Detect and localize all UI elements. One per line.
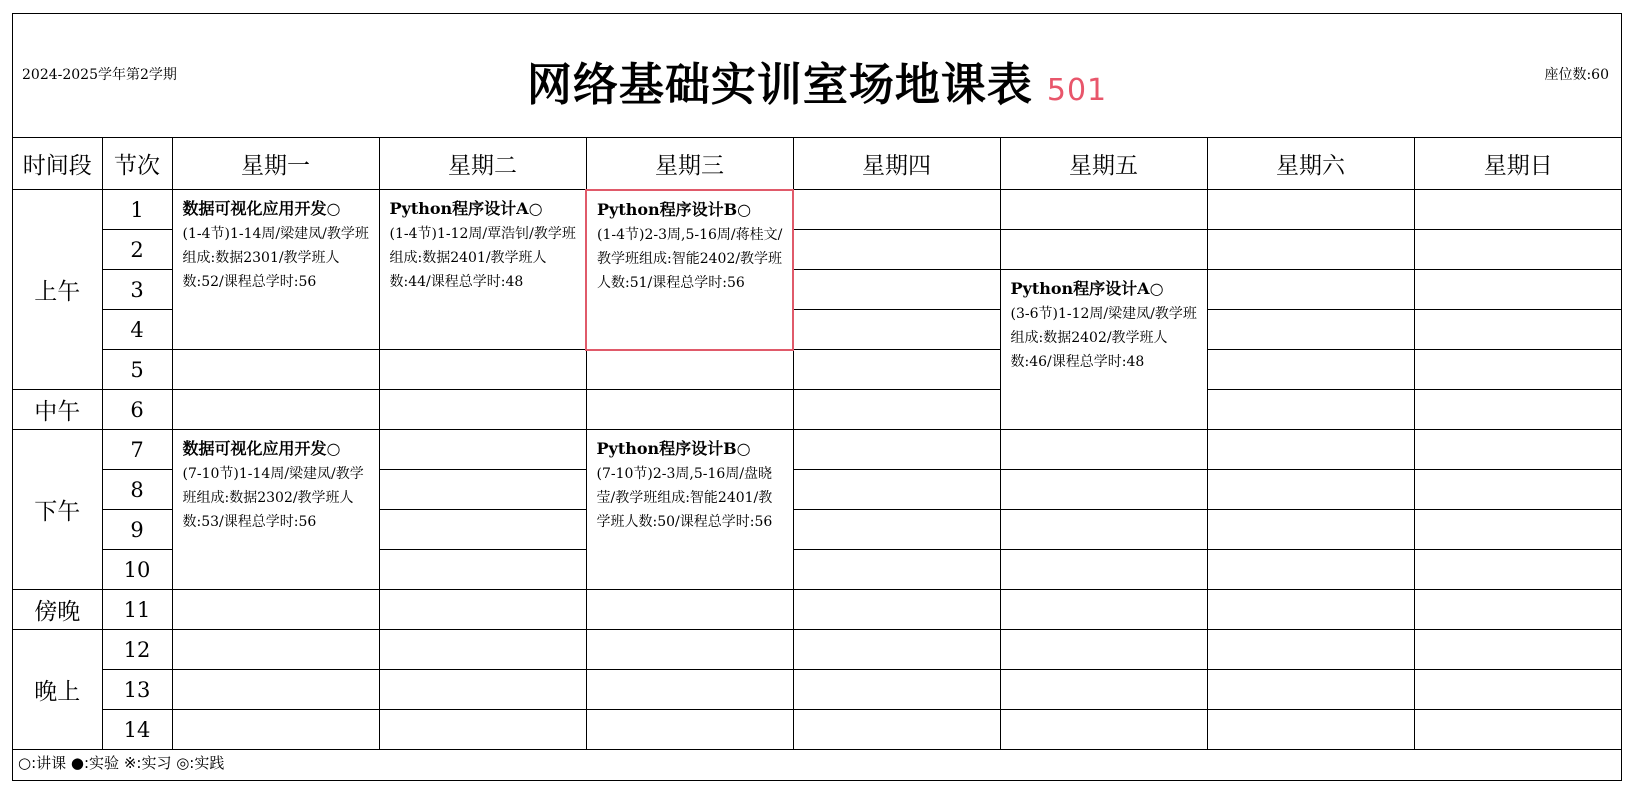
period-evening: 晚上 xyxy=(13,630,102,750)
empty-cell[interactable] xyxy=(793,710,1000,750)
empty-cell[interactable] xyxy=(1414,510,1622,550)
empty-cell[interactable] xyxy=(793,550,1000,590)
empty-cell[interactable] xyxy=(1414,310,1622,350)
empty-cell[interactable] xyxy=(379,390,586,430)
period-morning: 上午 xyxy=(13,190,102,390)
period-noon: 中午 xyxy=(13,390,102,430)
column-header-sunday: 星期日 xyxy=(1414,138,1622,190)
empty-cell[interactable] xyxy=(1000,230,1207,270)
empty-cell[interactable] xyxy=(586,350,793,390)
empty-cell[interactable] xyxy=(793,470,1000,510)
empty-cell[interactable] xyxy=(1414,350,1622,390)
schedule-table xyxy=(13,137,1622,750)
empty-cell[interactable] xyxy=(1207,710,1414,750)
session-number: 10 xyxy=(102,550,172,590)
course-cell-monday-morning[interactable] xyxy=(172,190,379,350)
empty-cell[interactable] xyxy=(793,230,1000,270)
empty-cell[interactable] xyxy=(379,670,586,710)
legend: ○:讲课 ●:实验 ※:实习 ◎:实践 xyxy=(18,754,225,772)
course-name: Python程序设计B○ xyxy=(597,199,752,219)
empty-cell[interactable] xyxy=(1414,270,1622,310)
empty-cell[interactable] xyxy=(172,390,379,430)
header-row xyxy=(13,138,1622,190)
empty-cell[interactable] xyxy=(793,430,1000,470)
table-row xyxy=(13,590,1622,630)
empty-cell[interactable] xyxy=(1000,670,1207,710)
empty-cell[interactable] xyxy=(1414,430,1622,470)
table-row xyxy=(13,190,1622,230)
empty-cell[interactable] xyxy=(1207,430,1414,470)
empty-cell[interactable] xyxy=(1207,270,1414,310)
empty-cell[interactable] xyxy=(1000,710,1207,750)
session-number: 6 xyxy=(102,390,172,430)
empty-cell[interactable] xyxy=(1414,190,1622,230)
table-row xyxy=(13,670,1622,710)
session-number: 8 xyxy=(102,470,172,510)
empty-cell[interactable] xyxy=(1414,710,1622,750)
empty-cell[interactable] xyxy=(586,630,793,670)
course-name: Python程序设计A○ xyxy=(1010,279,1164,298)
column-header-wednesday: 星期三 xyxy=(586,138,793,190)
course-cell-monday-afternoon[interactable] xyxy=(172,430,379,590)
room-number: 501 xyxy=(1046,73,1108,108)
empty-cell[interactable] xyxy=(1000,630,1207,670)
column-header-thursday: 星期四 xyxy=(793,138,1000,190)
session-number: 9 xyxy=(102,510,172,550)
empty-cell[interactable] xyxy=(1207,630,1414,670)
course-detail: (3-6节)1-12周/梁建凤/教学班组成:数据2402/教学班人数:46/课程总学时:48 xyxy=(1010,306,1197,370)
period-afternoon: 下午 xyxy=(13,430,102,590)
table-row xyxy=(13,430,1622,470)
empty-cell[interactable] xyxy=(586,710,793,750)
empty-cell[interactable] xyxy=(172,670,379,710)
session-number: 5 xyxy=(102,350,172,390)
empty-cell[interactable] xyxy=(1414,390,1622,430)
empty-cell[interactable] xyxy=(379,550,586,590)
empty-cell[interactable] xyxy=(172,350,379,390)
empty-cell[interactable] xyxy=(379,430,586,470)
empty-cell[interactable] xyxy=(1414,550,1622,590)
course-cell-wednesday-afternoon[interactable] xyxy=(586,430,793,590)
empty-cell[interactable] xyxy=(379,630,586,670)
empty-cell[interactable] xyxy=(793,630,1000,670)
empty-cell[interactable] xyxy=(1414,230,1622,270)
course-name: 数据可视化应用开发○ xyxy=(182,199,341,218)
course-name: Python程序设计A○ xyxy=(389,199,543,218)
column-header-period: 时间段 xyxy=(13,138,102,190)
empty-cell[interactable] xyxy=(793,590,1000,630)
semester-label: 2024-2025学年第2学期 xyxy=(22,67,177,83)
title-text: 网络基础实训室场地课表 xyxy=(526,58,1033,111)
empty-cell[interactable] xyxy=(1000,510,1207,550)
session-number: 1 xyxy=(102,190,172,230)
empty-cell[interactable] xyxy=(1207,350,1414,390)
empty-cell[interactable] xyxy=(793,670,1000,710)
table-row xyxy=(13,390,1622,430)
empty-cell[interactable] xyxy=(379,470,586,510)
session-number: 2 xyxy=(102,230,172,270)
seat-count: 座位数:60 xyxy=(1544,67,1609,83)
empty-cell[interactable] xyxy=(1414,630,1622,670)
empty-cell[interactable] xyxy=(793,350,1000,390)
table-row xyxy=(13,630,1622,670)
empty-cell[interactable] xyxy=(379,350,586,390)
course-detail: (1-4节)1-14周/梁建凤/教学班组成:数据2301/教学班人数:52/课程总学时:56 xyxy=(182,226,369,290)
empty-cell[interactable] xyxy=(379,590,586,630)
empty-cell[interactable] xyxy=(1207,390,1414,430)
course-detail: (1-4节)2-3周,5-16周/蒋桂文/教学班组成:智能2402/教学班人数:51/课程总学时:56 xyxy=(597,226,783,291)
empty-cell[interactable] xyxy=(793,510,1000,550)
empty-cell[interactable] xyxy=(172,710,379,750)
empty-cell[interactable] xyxy=(1414,590,1622,630)
empty-cell[interactable] xyxy=(586,390,793,430)
empty-cell[interactable] xyxy=(1207,190,1414,230)
session-number: 12 xyxy=(102,630,172,670)
empty-cell[interactable] xyxy=(1207,310,1414,350)
empty-cell[interactable] xyxy=(793,270,1000,310)
empty-cell[interactable] xyxy=(1414,670,1622,710)
table-row xyxy=(13,710,1622,750)
empty-cell[interactable] xyxy=(379,510,586,550)
empty-cell[interactable] xyxy=(172,630,379,670)
column-header-tuesday: 星期二 xyxy=(379,138,586,190)
empty-cell[interactable] xyxy=(1207,550,1414,590)
session-number: 13 xyxy=(102,670,172,710)
empty-cell[interactable] xyxy=(586,590,793,630)
empty-cell[interactable] xyxy=(1000,590,1207,630)
course-detail: (7-10节)1-14周/梁建凤/教学班组成:数据2302/教学班人数:53/课程总学时:56 xyxy=(182,466,364,530)
table-row xyxy=(13,350,1622,390)
course-cell-friday-morning[interactable] xyxy=(1000,270,1207,430)
session-number: 7 xyxy=(102,430,172,470)
title-bar xyxy=(13,14,1621,138)
session-number: 11 xyxy=(102,590,172,630)
column-header-session: 节次 xyxy=(102,138,172,190)
empty-cell[interactable] xyxy=(793,310,1000,350)
course-detail: (1-4节)1-12周/覃浩钊/教学班组成:数据2401/教学班人数:44/课程总学时:48 xyxy=(389,226,576,290)
timetable-sheet xyxy=(12,13,1622,781)
period-dusk: 傍晚 xyxy=(13,590,102,630)
course-name: 数据可视化应用开发○ xyxy=(182,439,341,458)
empty-cell[interactable] xyxy=(1207,510,1414,550)
course-name: Python程序设计B○ xyxy=(596,439,751,458)
empty-cell[interactable] xyxy=(793,190,1000,230)
column-header-saturday: 星期六 xyxy=(1207,138,1414,190)
column-header-monday: 星期一 xyxy=(172,138,379,190)
page-title xyxy=(13,48,1621,113)
session-number: 4 xyxy=(102,310,172,350)
empty-cell[interactable] xyxy=(1207,590,1414,630)
course-cell-tuesday-morning[interactable] xyxy=(379,190,586,350)
course-detail: (7-10节)2-3周,5-16周/盘晓莹/教学班组成:智能2401/教学班人数:50/课程总学时:56 xyxy=(596,466,773,530)
column-header-friday: 星期五 xyxy=(1000,138,1207,190)
empty-cell[interactable] xyxy=(1000,470,1207,510)
empty-cell[interactable] xyxy=(379,710,586,750)
empty-cell[interactable] xyxy=(1000,550,1207,590)
empty-cell[interactable] xyxy=(1207,470,1414,510)
session-number: 3 xyxy=(102,270,172,310)
empty-cell[interactable] xyxy=(1207,230,1414,270)
course-cell-wednesday-morning[interactable] xyxy=(586,190,793,350)
empty-cell[interactable] xyxy=(586,670,793,710)
empty-cell[interactable] xyxy=(1207,670,1414,710)
empty-cell[interactable] xyxy=(1000,190,1207,230)
empty-cell[interactable] xyxy=(1414,470,1622,510)
session-number: 14 xyxy=(102,710,172,750)
empty-cell[interactable] xyxy=(793,390,1000,430)
empty-cell[interactable] xyxy=(172,590,379,630)
empty-cell[interactable] xyxy=(1000,430,1207,470)
